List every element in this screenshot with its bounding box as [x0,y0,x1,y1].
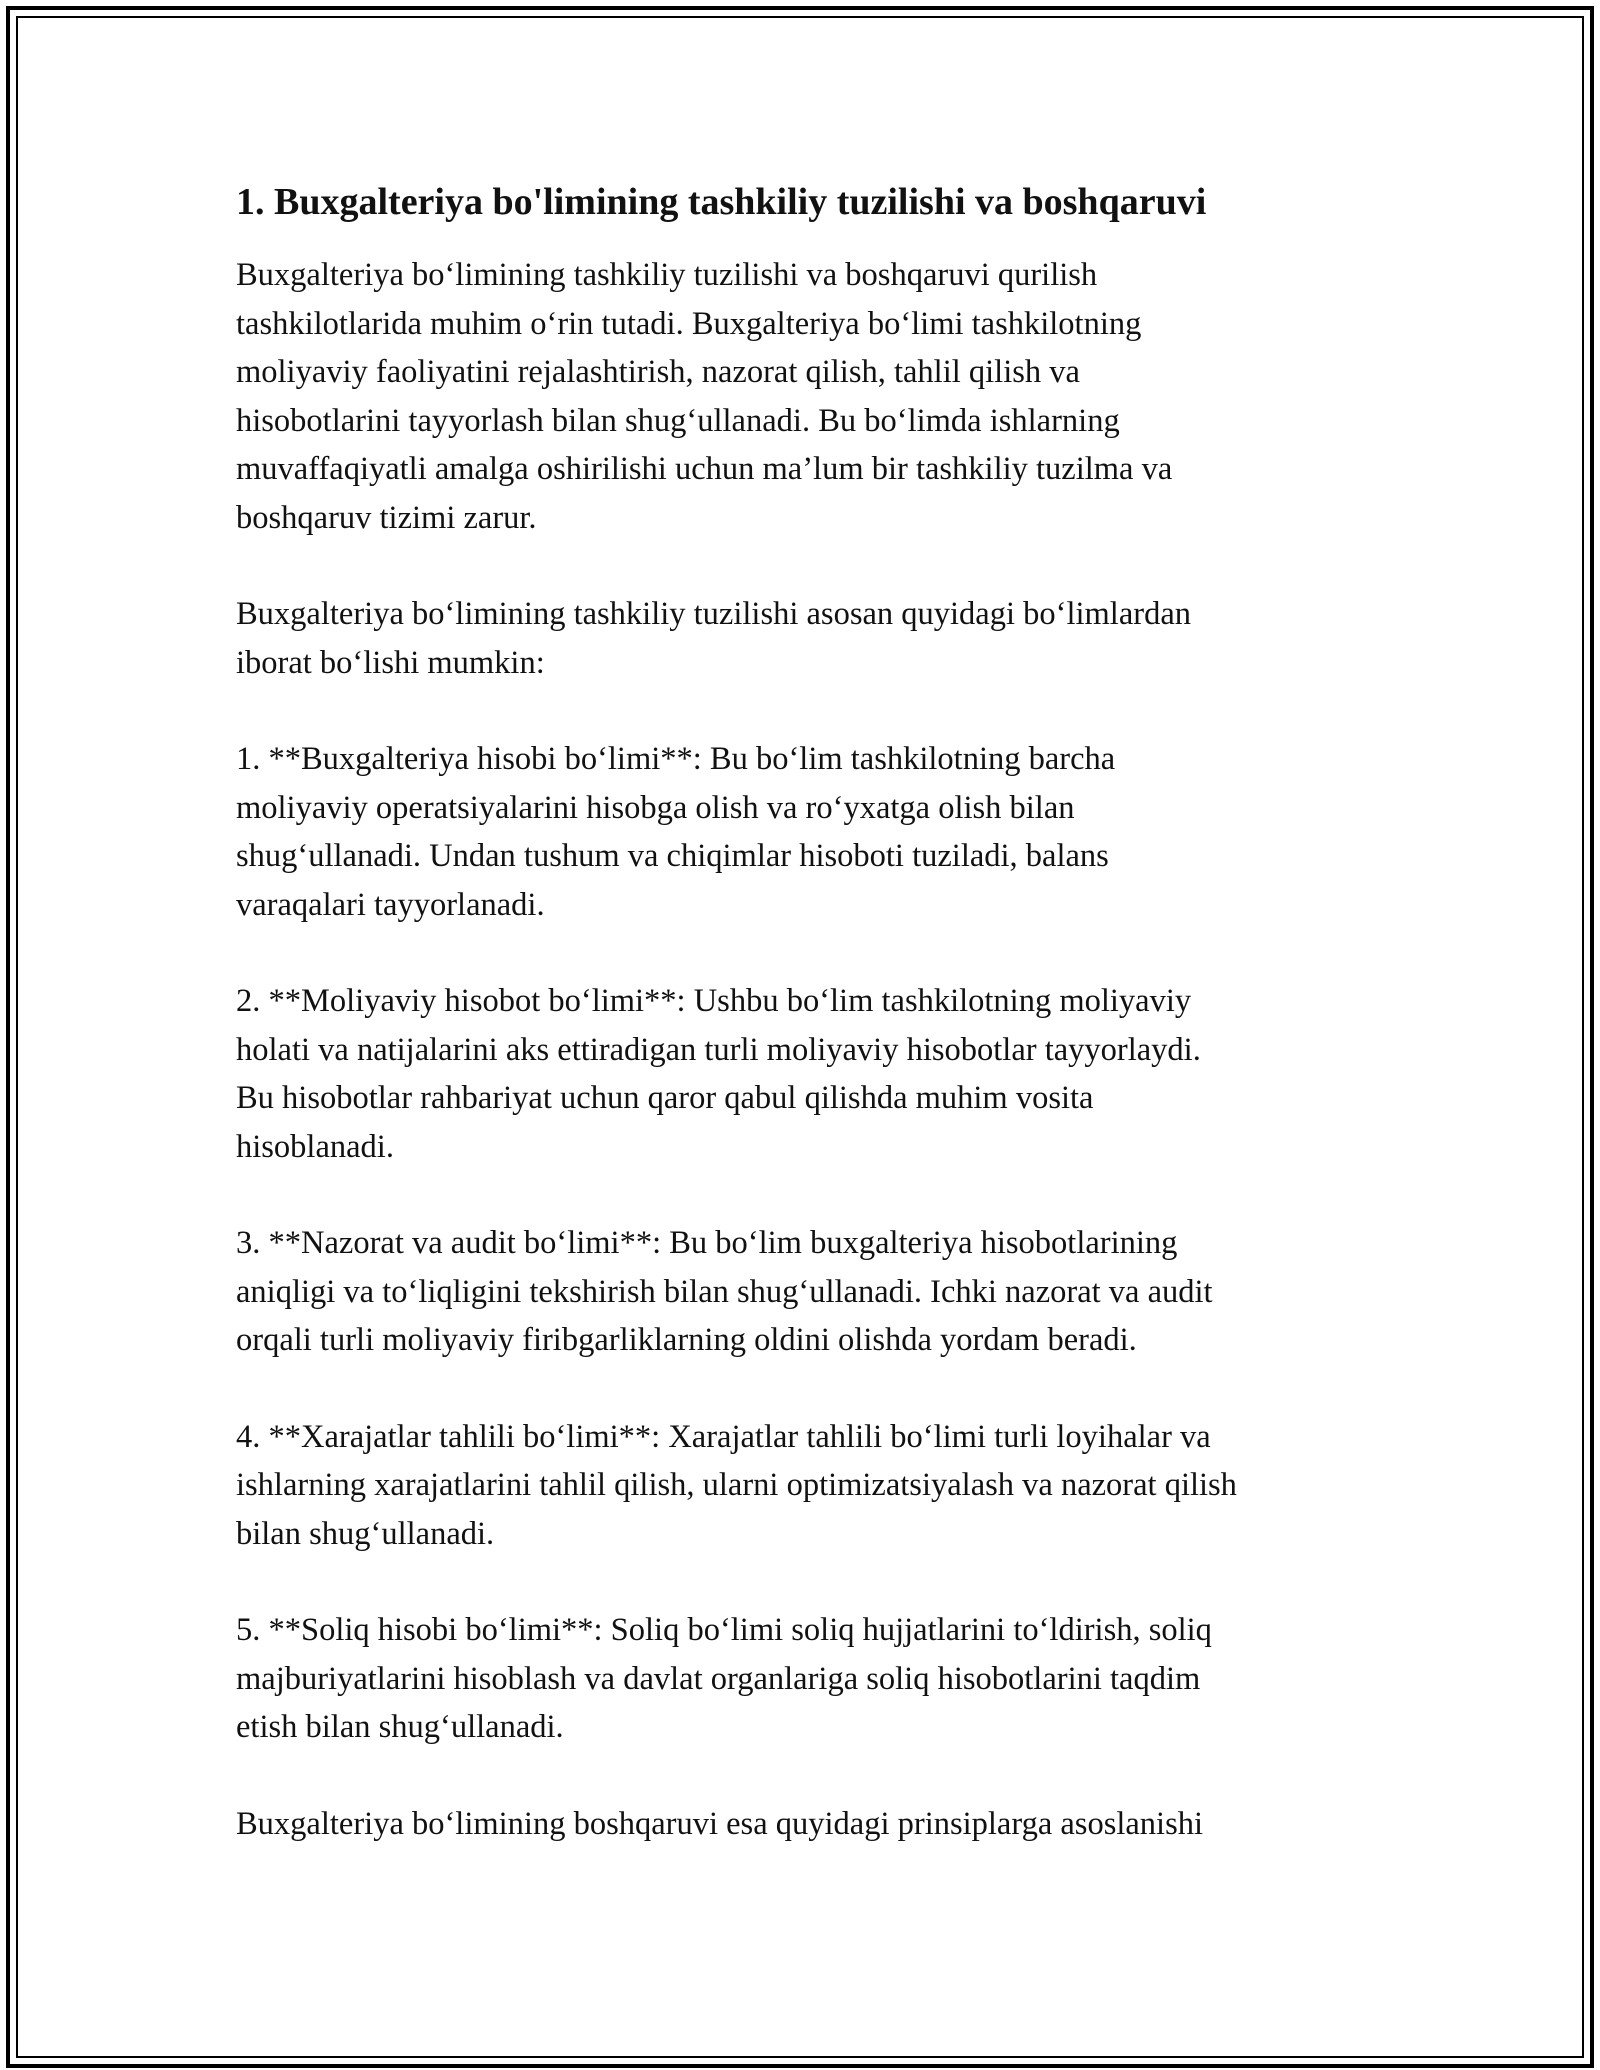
section-heading: 1. Buxgalteriya bo'limining tashkiliy tuzilishi va boshqaruvi [236,181,1207,223]
list-item-accounting-department: 1. **Buxgalteriya hisobi bo‘limi**: Bu bo‘lim tashkilotning barcha moliyaviy operatsiyalarini hisobga olish va ro‘yxatga olish bilan shug‘ullanadi. Undan tushum va chiqimlar hisoboti tuziladi, balans varaqalari tayyorlanadi. [236,741,1116,923]
paragraph-management-lead: Buxgalteriya bo‘limining boshqaruvi esa quyidagi prinsiplarga asoslanishi [236,1805,1204,1842]
list-item-tax-accounting-department: 5. **Soliq hisobi bo‘limi**: Soliq bo‘limi soliq hujjatlarini to‘ldirish, soliq majburiyatlarini hisoblash va davlat organlariga soliq hisobotlarini taqdim etish bilan shug‘ullanadi. [236,1612,1212,1746]
document-page [236,178,1386,1896]
paragraph-structure-lead: Buxgalteriya bo‘limining tashkiliy tuzilishi asosan quyidagi bo‘limlardan iborat bo‘lishi mumkin: [236,596,1191,681]
list-item-cost-analysis-department: 4. **Xarajatlar tahlili bo‘limi**: Xarajatlar tahlili bo‘limi turli loyihalar va ishlarning xarajatlarini tahlil qilish, ularni optimizatsiyalash va nazorat qilish bilan shug‘ullanadi. [236,1418,1237,1552]
list-item-financial-reporting-department: 2. **Moliyaviy hisobot bo‘limi**: Ushbu bo‘lim tashkilotning moliyaviy holati va natijalarini aks ettiradigan turli moliyaviy hisobotlar tayyorlaydi. Bu hisobotlar rahbariyat uchun qaror qabul qilishda muhim vosita hisoblanadi. [236,983,1201,1165]
paragraph-intro: Buxgalteriya bo‘limining tashkiliy tuzilishi va boshqaruvi qurilish tashkilotlarida muhim o‘rin tutadi. Buxgalteriya bo‘limi tashkilotning moliyaviy faoliyatini rejalashtirish, nazorat qilish, tahlil qilish va hisobotlarini tayyorlash bilan shug‘ullanadi. Bu bo‘limda ishlarning muvaffaqiyatli amalga oshirilishi uchun ma’lum bir tashkiliy tuzilma va boshqaruv tizimi zarur. [236,257,1173,536]
list-item-control-audit-department: 3. **Nazorat va audit bo‘limi**: Bu bo‘lim buxgalteriya hisobotlarining aniqligi va to‘liqligini tekshirish bilan shug‘ullanadi. Ichki nazorat va audit orqali turli moliyaviy firibgarliklarning oldini olishda yordam beradi. [236,1225,1213,1359]
